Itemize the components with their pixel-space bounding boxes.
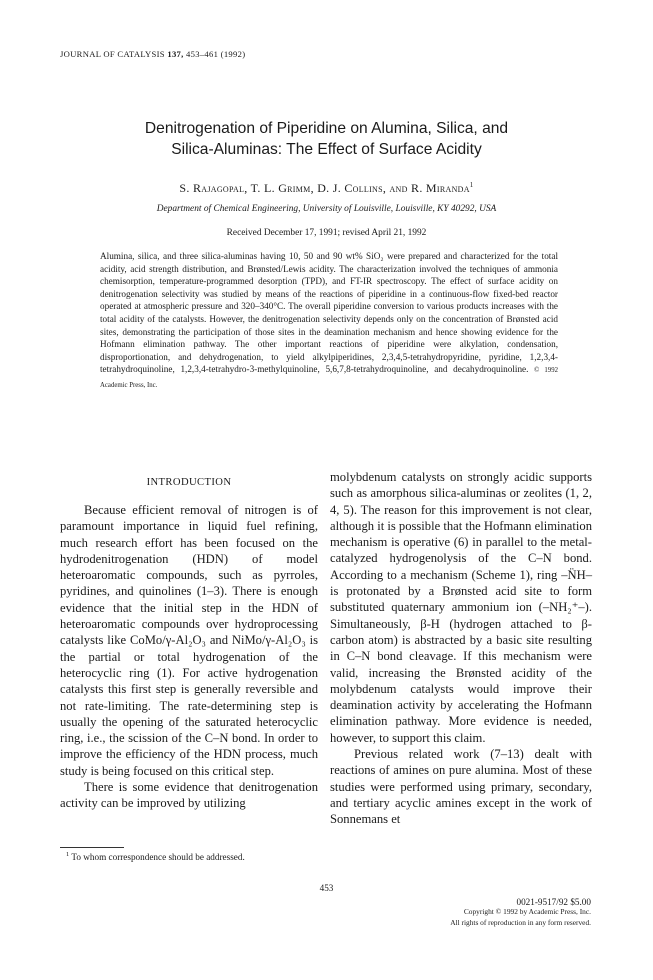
abstract-copyright: © 1992 Academic Press, Inc. [100,367,558,389]
journal-pages-year: 453–461 (1992) [186,49,246,59]
received-dates: Received December 17, 1991; revised April 21, 1992 [226,228,427,238]
footnote-mark: 1 [66,851,70,858]
footnote-text: To whom correspondence should be addressed. [71,852,245,863]
left-column [60,502,318,812]
intro-paragraph-4: Previous related work (7–13) dealt with reactions of amines on pure alumina. Most of these studies were performed using primary, secondary, and tertiary acyclic amines except in the work of Sonnemans et [330,747,592,827]
abstract-text: Alumina, silica, and three silica-aluminas having 10, 50 and 90 wt% SiO₂ were prepared and characterized for the total acidity, acid strength distribution, and Brønsted/Lewis acidity. The characterization involved the techniques of ammonia chemisorption, temperature-programmed desorption (TPD), and FT-IR spectroscopy. The effect of surface acidity on denitrogenation selectivity was studied by means of the reactions of piperidine in a continuous-flow fixed-bed reactor operated at atmospheric pressure and 320–340°C. The overall piperidine conversion to various products increases with the total acidity of the catalysts. However, the denitrogenation selectivity depends only on the concentration of Brønsted acid sites, demonstrating the participation of those sites in the deamination mechanism and hence showing evidence for the Hofmann elimination pathway. The other important reactions of piperidine were alkylation, condensation, disproportionation, and dehydrogenation, to yield alkylpiperidines, 2,3,4,5-tetrahydropyridine, pyridine, 1,2,3,4-tetrahydroquinoline, 1,2,3,4-tetrahydro-3-methylquinoline, 5,6,7,8-tetrahydroquinoline, and decahydroquinoline. [100,251,558,375]
footnote-divider [60,847,124,848]
section-heading-introduction: INTRODUCTION [146,477,232,488]
abstract [100,250,558,393]
journal-name: JOURNAL OF CATALYSIS [60,49,165,59]
intro-paragraph-3: molybdenum catalysts on strongly acidic supports such as amorphous silica-aluminas or zeolites (1, 2, 4, 5). The reason for this improvement is not clear, although it is possible that the Hofmann elimination mechanism is operative (6) in parallel to the metal-catalyzed hydrogenolysis of the C–N bond. According to a mechanism (Scheme 1), ring –N̈H– is protonated by a Brønsted acid site to form substituted quaternary ammonium ion (–NH₂⁺–). Simultaneously, β-H (hydrogen attached to β-carbon atom) is abstracted by a basic site resulting in C–N bond cleavage. If this mechanism were valid, increasing the Brønsted acidity of the molybdenum catalysts would improve their deamination activity by accelerating the Hofmann elimination pathway. More evidence is needed, however, to support this claim. [330,470,592,745]
publication-meta [450,897,591,928]
journal-volume: 137, [167,49,184,59]
intro-paragraph-2: There is some evidence that denitrogenation activity can be improved by utilizing [60,780,318,811]
title-line-1: Denitrogenation of Piperidine on Alumina, Silica, and [144,120,509,137]
page-number: 453 [319,883,334,893]
issn-price: 0021-9517/92 $5.00 [516,897,591,907]
footnote [66,851,316,862]
copyright-line: Copyright © 1992 by Academic Press, Inc. [463,907,591,917]
author-list [60,181,593,196]
rights-line: All rights of reproduction in any form reserved. [450,917,591,927]
affiliation: Department of Chemical Engineering, University of Louisville, Louisville, KY 40292, USA [156,204,497,214]
intro-paragraph-1: Because efficient removal of nitrogen is of paramount importance in liquid fuel refining, much research effort has been focused on the hydrodenitrogenation (HDN) of model heteroaromatic compounds, such as pyrroles, pyridines, and quinolines (1–3). There is enough evidence that the initial step in the HDN of heteroaromatic compounds over hydroprocessing catalysts like CoMo/γ-Al₂O₃ and NiMo/γ-Al₂O₃ is the partial or total hydrogenation of the heterocyclic ring (1). For active hydrogenation catalysts this first step is generally reversible and not rate-limiting. The rate-determining step is usually the opening of the saturated heterocyclic ring, i.e., the scission of the C–N bond. In order to improve the efficiency of the HDN process, much study is being focused on this critical step. [60,503,318,778]
right-column [330,469,592,828]
journal-header [60,49,245,59]
authors-text: S. Rajagopal, T. L. Grimm, D. J. Collins, and R. Miranda [179,181,470,195]
author-footnote-mark: 1 [469,181,474,189]
paper-title [60,118,593,160]
title-line-2: Silica-Aluminas: The Effect of Surface Acidity [171,141,482,158]
